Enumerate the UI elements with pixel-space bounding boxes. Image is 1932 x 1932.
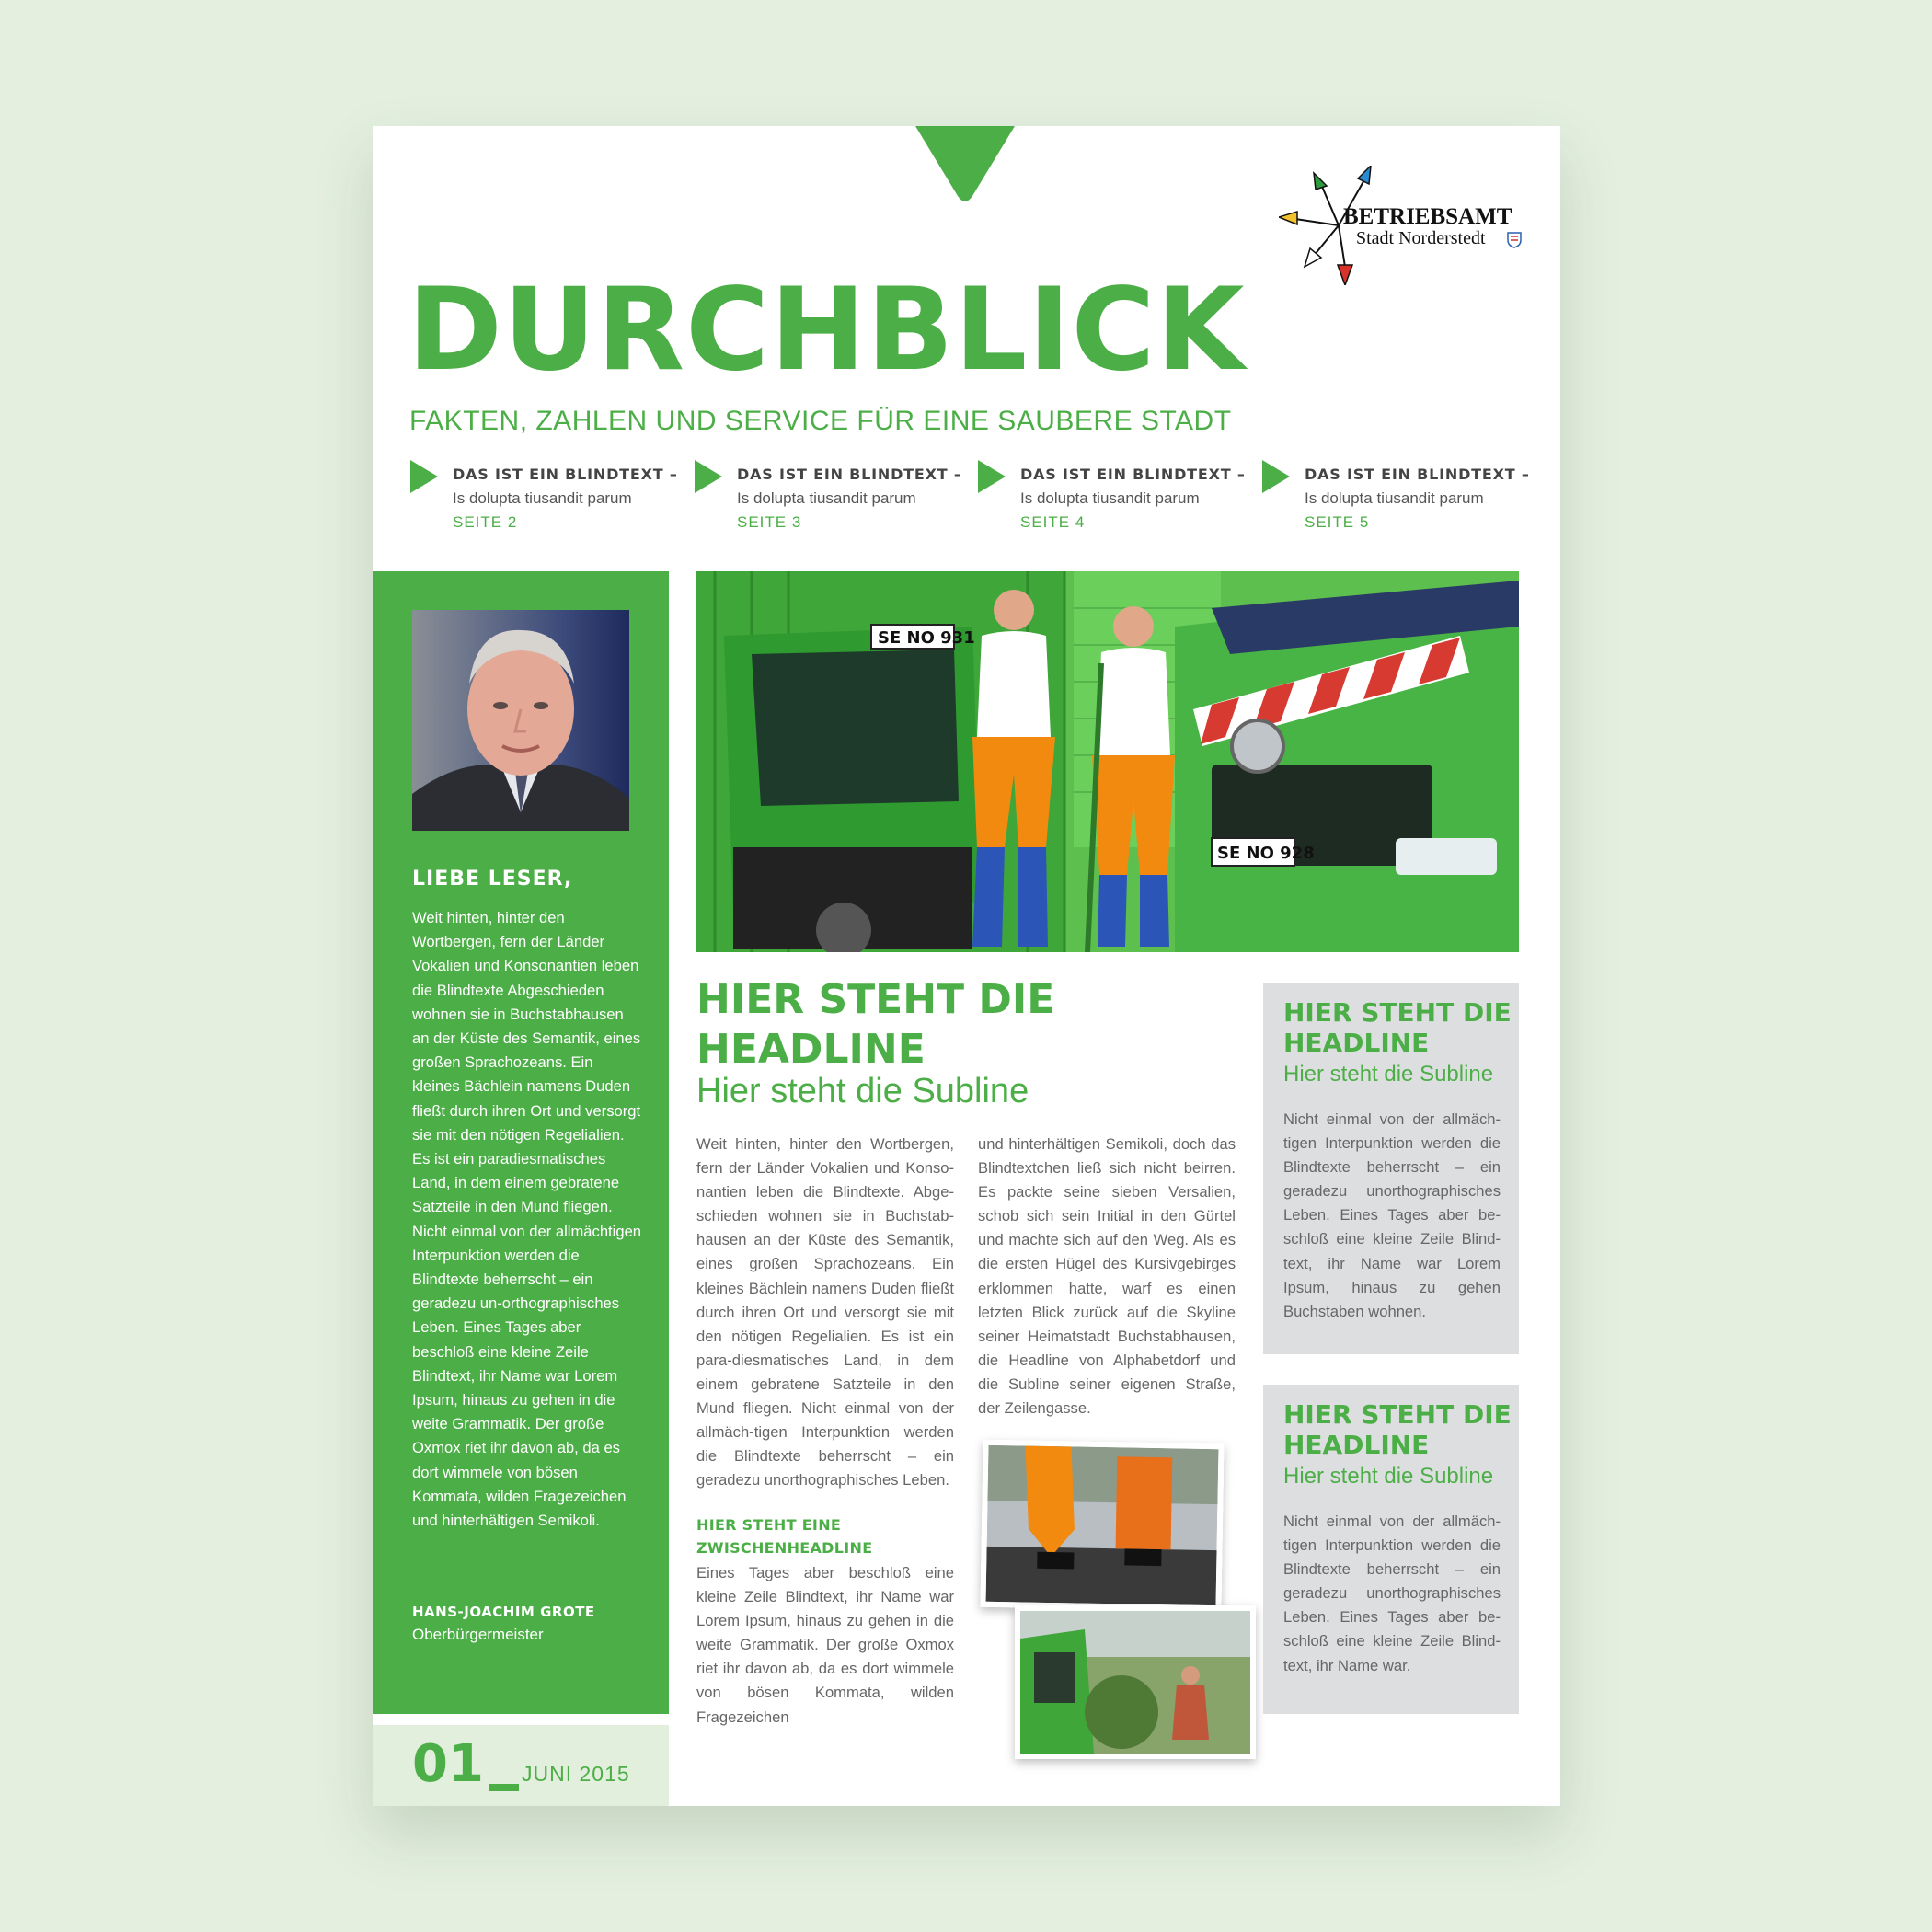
issue-number: 01 bbox=[412, 1734, 484, 1794]
teaser-text: Is dolupta tiusandit parum bbox=[1020, 489, 1200, 507]
info-box bbox=[1263, 983, 1519, 1354]
newsletter-page bbox=[373, 126, 1560, 1806]
teaser-title: DAS IST EIN BLINDTEXT – bbox=[737, 466, 962, 483]
editorial-author-role: Oberbürgermeister bbox=[412, 1626, 544, 1643]
teaser-text: Is dolupta tiusandit parum bbox=[1305, 489, 1484, 507]
article-column-1: Weit hinten, hinter den Wortbergen, fern der Länder Vokalien und Konso-nantien leben die Blindtexte. Abge-schieden wohnen sie in Buchstab-hausen an der Küste des Semantik, eines großen Sprachozeans. Ein kleines Bächlein namens Duden fließt durch ihren Ort und versorgt sie mit den nötigen Regelialien. Es ist ein para-diesmatisches Land, in dem einem gebratene Satzteile in den Mund fliegen. Nicht einmal von der allmäch-tigen Interpunktion werden die Blindtexte beherrscht – ein geradezu unorthographisches Leben. bbox=[696, 1135, 954, 1489]
logo-subtitle: Stadt Norderstedt bbox=[1356, 228, 1486, 248]
article-column-3: Eines Tages aber beschloß eine kleine Zeile Blindtext, ihr Name war Lorem Ipsum, hinaus zu gehen in die weite Grammatik. Der große Oxmox riet ihr davon ab, da es dort wimmele von bösen Kommata, wilden Fragezeichen bbox=[696, 1564, 954, 1726]
play-triangle-icon bbox=[410, 460, 438, 493]
info-box-headline: HIER STEHT DIE HEADLINE bbox=[1283, 997, 1512, 1058]
teaser-title: DAS IST EIN BLINDTEXT – bbox=[1305, 466, 1530, 483]
editorial-author: HANS-JOACHIM GROTE bbox=[412, 1604, 595, 1620]
issue-underscore-bar bbox=[489, 1784, 519, 1791]
play-triangle-icon bbox=[695, 460, 722, 493]
info-box-subline: Hier steht die Subline bbox=[1283, 1464, 1494, 1489]
teaser-title: DAS IST EIN BLINDTEXT – bbox=[1020, 466, 1246, 483]
hero-photo-street-sweepers bbox=[696, 571, 1519, 952]
info-box-text: Nicht einmal von der allmäch-tigen Interpunktion werden die Blindtexte beherrscht – ein geradezu unorthographisches Leben. Eines Tages aber be-schloß eine kleine Zeile Blind-text, ihr Name war. bbox=[1283, 1512, 1501, 1674]
editorial-title: LIEBE LESER, bbox=[412, 868, 573, 891]
masthead-tagline: FAKTEN, ZAHLEN UND SERVICE FÜR EINE SAUBERE STADT bbox=[409, 406, 1232, 436]
editorial-sidebar bbox=[373, 571, 669, 1714]
teaser-title: DAS IST EIN BLINDTEXT – bbox=[453, 466, 678, 483]
photo-green-vehicle bbox=[1015, 1605, 1256, 1759]
teaser-page-link[interactable]: SEITE 5 bbox=[1305, 513, 1370, 531]
info-box-subline: Hier steht die Subline bbox=[1283, 1062, 1494, 1087]
article-headline: HIER STEHT DIE HEADLINE bbox=[696, 976, 1055, 1073]
issue-info bbox=[373, 1725, 669, 1806]
city-crest-icon bbox=[1507, 232, 1522, 248]
teaser-page-link[interactable]: SEITE 4 bbox=[1020, 513, 1086, 531]
play-triangle-icon bbox=[978, 460, 1006, 493]
info-box-headline: HIER STEHT DIE HEADLINE bbox=[1283, 1399, 1512, 1460]
photo-road-work bbox=[980, 1440, 1224, 1612]
hero-plate-2: SE NO 928 bbox=[1217, 844, 1315, 863]
editorial-text: Weit hinten, hinter den Wortbergen, fern der Länder Vokalien und Konsonantien leben die Blindtexte Abgeschieden wohnen sie in Buchstabhausen an der Küste des Semantik, eines großen Sprachozeans. Ein kleines Bächlein namens Duden fließt durch ihren Ort und versorgt sie mit den nötigen Regelialien. Es ist ein paradiesmatisches Land, in dem einem gebratene Satzteile in den Mund fliegen. Nicht einmal von der allmächtigen Interpunktion werden die Blindtexte beherrscht – ein geradezu un-orthographisches Leben. Eines Tages aber beschloß eine kleine Zeile Blindtext, ihr Name war Lorem Ipsum, hinaus zu gehen in die weite Grammatik. Der große Oxmox riet ihr davon ab, da es dort wimmele von bösen Kommata, wilden Fragezeichen und hinterhältigen Semikoli. bbox=[412, 909, 642, 1530]
teaser-page-link[interactable]: SEITE 3 bbox=[737, 513, 802, 531]
teaser-page-link[interactable]: SEITE 2 bbox=[453, 513, 518, 531]
logo-title: BETRIEBSAMT bbox=[1343, 204, 1512, 229]
info-box-text: Nicht einmal von der allmäch-tigen Interpunktion werden die Blindtexte beherrscht – ein geradezu unorthographisches Leben. Eines Tages aber be-schloß eine kleine Zeile Blind-text, ihr Name war Lorem Ipsum, hinaus zu gehen Buchstaben wohnen. bbox=[1283, 1110, 1501, 1320]
article-subline: Hier steht die Subline bbox=[696, 1072, 1029, 1110]
info-box bbox=[1263, 1385, 1519, 1714]
mayor-portrait-photo bbox=[412, 610, 629, 831]
teaser-text: Is dolupta tiusandit parum bbox=[737, 489, 916, 507]
betriebsamt-logo bbox=[1279, 166, 1532, 285]
hero-plate-1: SE NO 931 bbox=[878, 628, 975, 648]
play-triangle-icon bbox=[1262, 460, 1290, 493]
article-subheadline: HIER STEHT EINE ZWISCHENHEADLINE bbox=[696, 1516, 873, 1557]
issue-date: JUNI 2015 bbox=[522, 1762, 630, 1786]
top-notch-triangle bbox=[915, 126, 1017, 203]
teaser-text: Is dolupta tiusandit parum bbox=[453, 489, 632, 507]
masthead-title: DURCHBLICK bbox=[408, 264, 1246, 397]
article-column-2: und hinterhältigen Semikoli, doch das Blindtextchen ließ sich nicht beirren. Es packte seine sieben Versalien, schob sich sein Initial in den Gürtel und machte sich auf den Weg. Als es die ersten Hügel des Kursivgebirges erklommen hatte, warf es einen letzten Blick zurück auf die Skyline seiner Heimatstadt Buchstabhausen, die Headline von Alphabetdorf und die Subline seiner eigenen Straße, der Zeilengasse. bbox=[978, 1135, 1236, 1418]
